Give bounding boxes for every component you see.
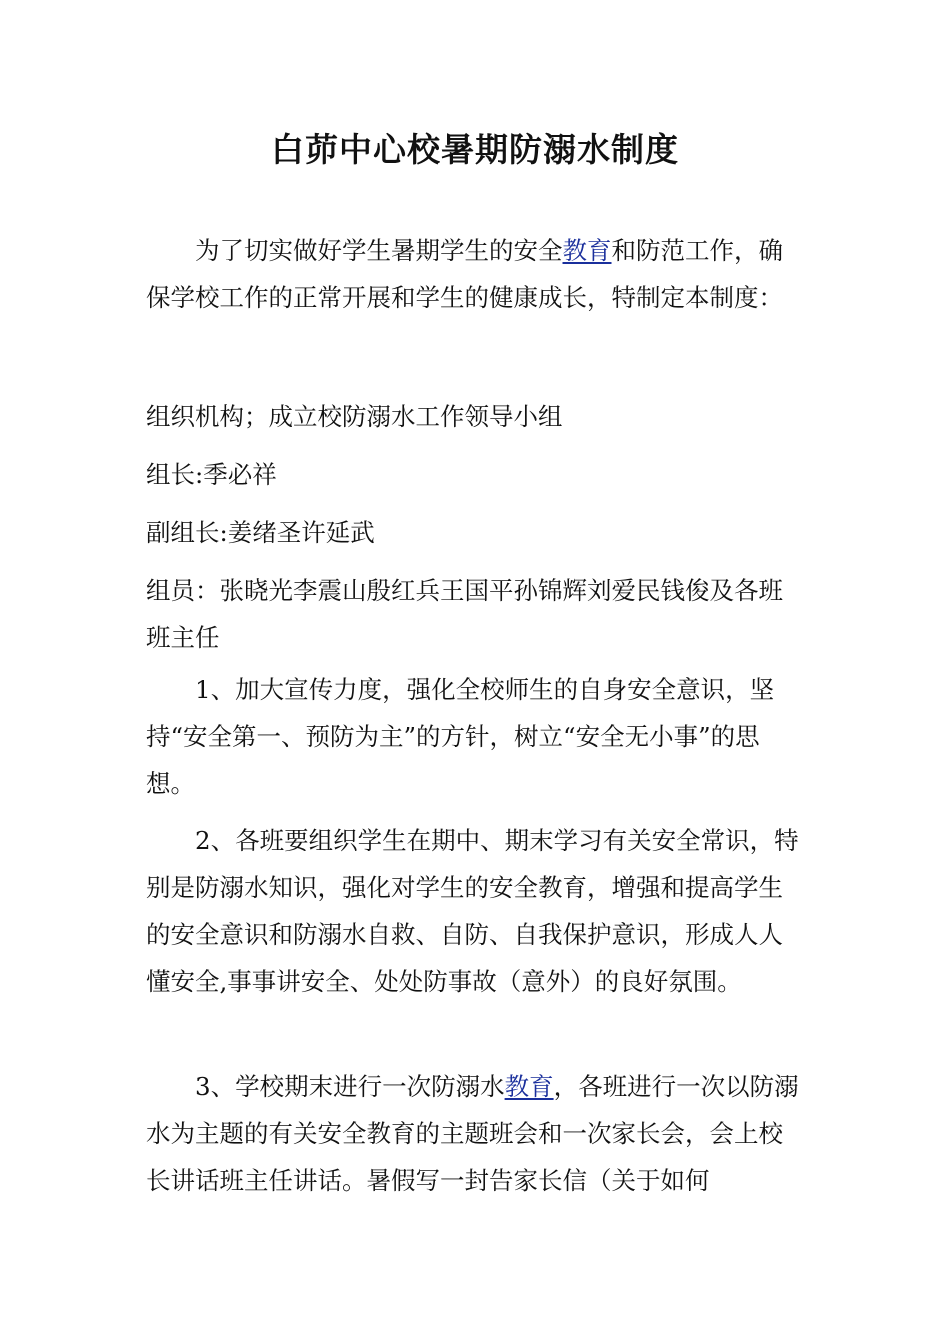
document-title: 白茆中心校暑期防溺水制度: [271, 130, 679, 169]
intro-text-start: 为了切实做好学生暑期学生的安全: [195, 236, 563, 265]
list-item-3: [146, 1063, 806, 1204]
intro-text-end: 和防范工作，确保学校工作的正常开展和学生的健康成长，特制定本制度：: [146, 236, 783, 312]
item3-text-end: ，各班进行一次以防溺水为主题的有关安全教育的主题班会和一次家长会，会上校长讲话班主任讲话。暑假写一封告家长信（关于如何: [146, 1072, 799, 1195]
organization-heading: 组织机构；成立校防溺水工作领导小组: [146, 402, 563, 431]
intro-paragraph: [146, 227, 806, 321]
group-leader: 组长:季必祥: [146, 460, 277, 489]
item3-text-start: 3、学校期末进行一次防溺水: [195, 1072, 505, 1101]
list-item-2: 2、各班要组织学生在期中、期末学习有关安全常识，特别是防溺水知识，强化对学生的安全教育，增强和提高学生的安全意识和防溺水自救、自防、自我保护意识，形成人人懂安全,事事讲安全、处处防事故（意外）的良好氛围。: [146, 826, 799, 996]
list-item-1: 1、加大宣传力度，强化全校师生的自身安全意识，坚持“安全第一、预防为主”的方针，树立“安全无小事”的思想。: [146, 675, 775, 798]
education-link[interactable]: 教育: [562, 236, 612, 265]
deputy-leader: 副组长:姜绪圣许延武: [146, 518, 375, 547]
education-link[interactable]: 教育: [504, 1072, 554, 1101]
group-members: 组员：张晓光李震山殷红兵王国平孙锦辉刘爱民钱俊及各班班主任: [146, 576, 783, 652]
